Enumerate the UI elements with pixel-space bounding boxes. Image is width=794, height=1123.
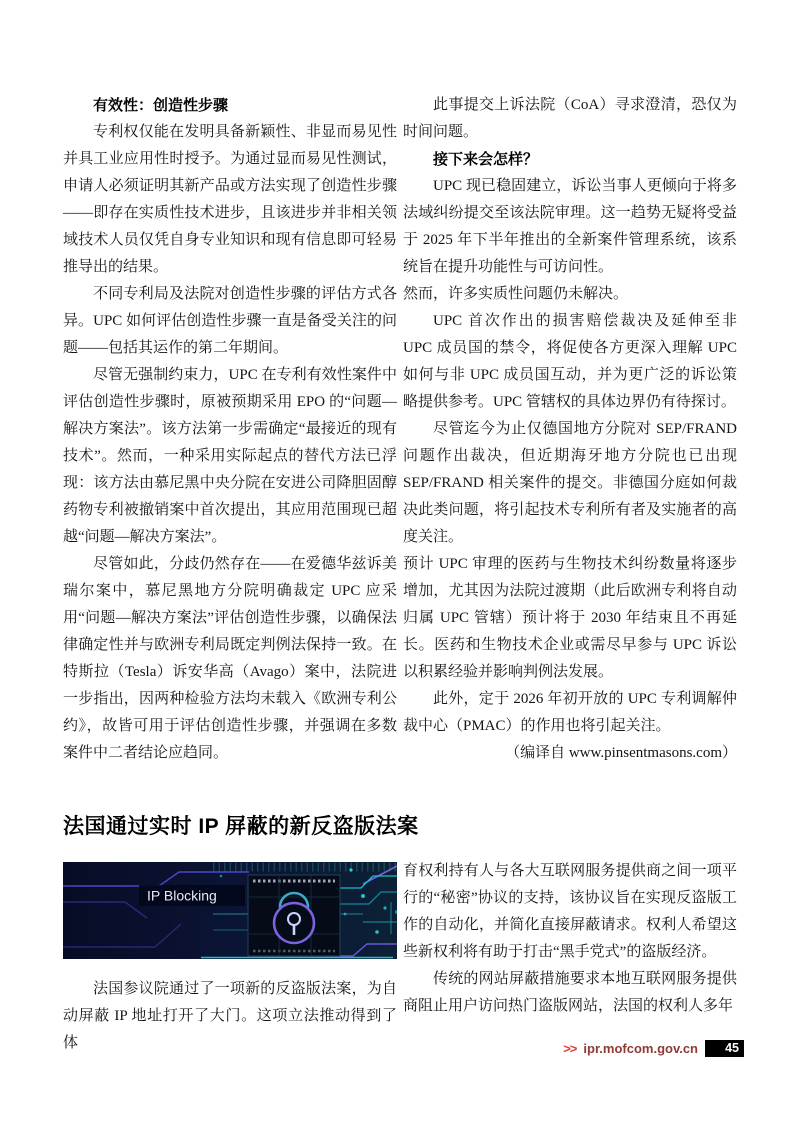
- image-caption: [139, 885, 245, 906]
- paragraph: 尽管迄今为止仅德国地方分院对 SEP/FRAND 问题作出裁决，但近期海牙地方分院也已出现 SEP/FRAND 相关案件的提交。非德国分庭如何裁决此类问题，将引起技术专利所有者及实施者的高度关注。: [403, 421, 737, 545]
- paragraph: 此外，定于 2026 年初开放的 UPC 专利调解仲裁中心（PMAC）的作用也将引起关注。: [403, 691, 737, 734]
- paragraph: 法国参议院通过了一项新的反盗版法案，为自动屏蔽 IP 地址打开了大门。这项立法推动得到了体: [63, 981, 397, 1051]
- paragraph: 育权利持有人与各大互联网服务提供商之间一项平行的“秘密”协议的支持，该协议旨在实现反盗版工作的自动化，并简化直接屏蔽请求。权利人希望这些新权利将有助于打击“黑手党式”的盗版经济。: [403, 863, 737, 960]
- paragraph: 不同专利局及法院对创造性步骤的评估方式各异。UPC 如何评估创造性步骤一直是备受关注的问题——包括其运作的第二年期间。: [63, 286, 397, 356]
- article1-left-column: [63, 92, 397, 767]
- ip-blocking-illustration: [63, 862, 397, 959]
- paragraph: UPC 首次作出的损害赔偿裁决及延伸至非 UPC 成员国的禁令，将促使各方更深入理解 UPC 如何与非 UPC 成员国互动，并为更广泛的诉讼策略提供参考。UPC 管辖权的具体边界仍有待探讨。: [403, 313, 737, 410]
- article1-subheading-whats-next: 接下来会怎样？: [433, 151, 539, 168]
- article2-title: 法国通过实时 IP 屏蔽的新反盗版法案: [63, 815, 419, 838]
- paragraph: 专利权仅能在发明具备新颖性、非显而易见性并具工业应用性时授予。为通过显而易见性测试，申请人必须证明其新产品或方法实现了创造性步骤——即存在实质性技术进步，且该进步并非相关领域技术人员仅凭自身专业知识和现有信息即可轻易推导出的结果。: [63, 124, 397, 275]
- article1-subheading-validity: 有效性：创造性步骤: [93, 97, 229, 114]
- footer-site-url: ipr.mofcom.gov.cn: [583, 1040, 698, 1056]
- image-background: [63, 862, 397, 959]
- paragraph: 然而，许多实质性问题仍未解决。: [403, 286, 629, 302]
- page-number: 45: [725, 1041, 739, 1055]
- paragraph: 传统的网站屏蔽措施要求本地互联网服务提供商阻止用户访问热门盗版网站，法国的权利人多年: [403, 971, 737, 1014]
- image-caption-label: IP Blocking: [147, 887, 217, 904]
- ip-blocking-image: [63, 862, 397, 959]
- article1-right-column: [403, 92, 737, 767]
- paragraph: 预计 UPC 审理的医药与生物技术纠纷数量将逐步增加，尤其因为法院过渡期（此后欧洲专利将自动归属 UPC 管辖）预计将于 2030 年结束且不再延长。医药和生物技术企业或需尽早参与 UPC 诉讼以积累经验并影响判例法发展。: [403, 556, 737, 680]
- article2-right-column: [403, 858, 737, 1020]
- page-number-badge: [705, 1040, 744, 1057]
- paragraph: 尽管无强制约束力，UPC 在专利有效性案件中评估创造性步骤时，原被预期采用 EPO 的“问题—解决方案法”。该方法第一步需确定“最接近的现有技术”。然而，一种采用实际起点的替代方法已浮现：该方法由慕尼黑中央分院在安进公司降胆固醇药物专利被撤销案中首次提出，其应用范围现已超越“问题—解决方案法”。: [63, 367, 397, 545]
- paragraph: 尽管如此，分歧仍然存在——在爱德华兹诉美瑞尔案中，慕尼黑地方分院明确裁定 UPC 应采用“问题—解决方案法”评估创造性步骤，以确保法律确定性并与欧洲专利局既定判例法保持一致。在特斯拉（Tesla）诉安华高（Avago）案中，法院进一步指出，因两种检验方法均未载入《欧洲专利公约》，故皆可用于评估创造性步骤，并强调在多数案件中二者结论应趋同。: [63, 556, 397, 761]
- footer-chevrons-icon: >>: [563, 1040, 577, 1056]
- page-footer: [563, 1039, 744, 1057]
- article-source-credit: （编译自 www.pinsentmasons.com）: [505, 745, 737, 761]
- article2-left-column: [63, 860, 397, 1057]
- paragraph: UPC 现已稳固建立，诉讼当事人更倾向于将多法域纠纷提交至该法院审理。这一趋势无疑将受益于 2025 年下半年推出的全新案件管理系统，该系统旨在提升功能性与可访问性。: [403, 178, 737, 275]
- paragraph: 此事提交上诉法院（CoA）寻求澄清，恐仅为时间问题。: [403, 97, 737, 140]
